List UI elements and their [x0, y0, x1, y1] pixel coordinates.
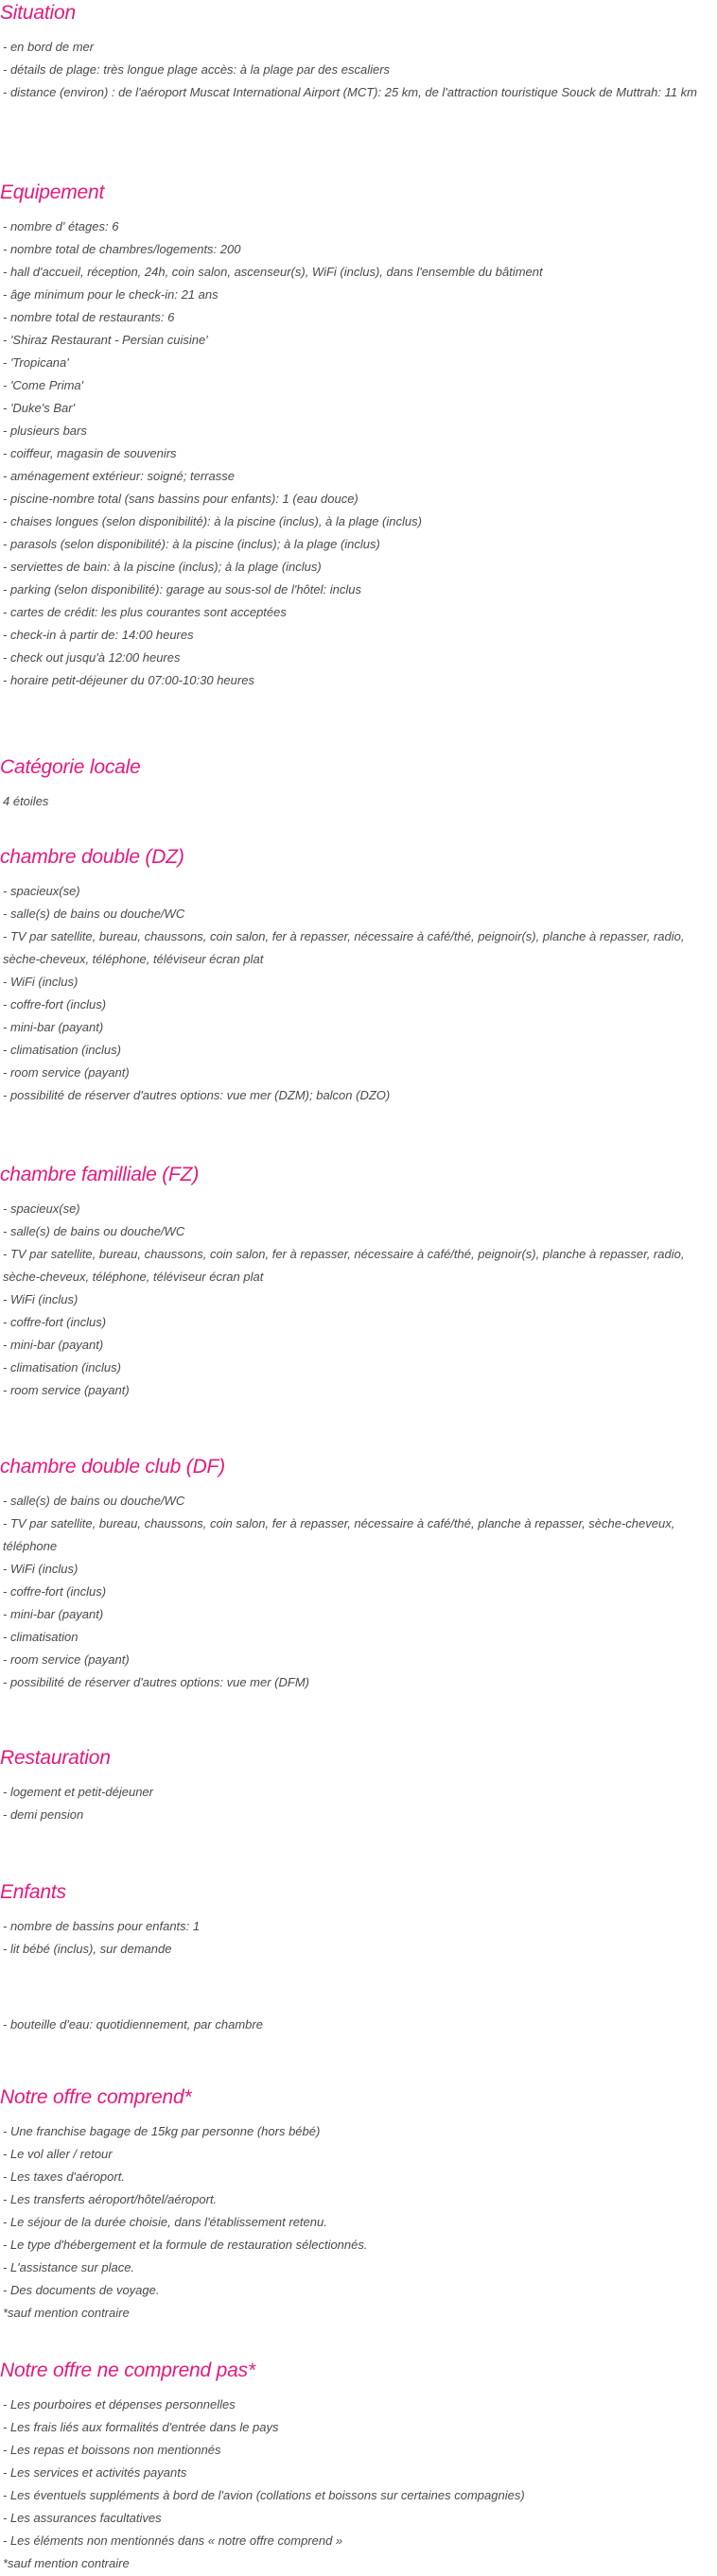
section-title: Notre offre comprend* — [0, 2086, 192, 2108]
list-item: - room service (payant) — [3, 1065, 130, 1080]
list-item: - parasols (selon disponibilité): à la piscine (inclus); à la plage (inclus) — [3, 537, 380, 551]
list-item: 4 étoiles — [3, 794, 49, 808]
list-item: - TV par satellite, bureau, chaussons, coin salon, fer à repasser, nécessaire à café/thé, peignoir(s), planche à repasser, radio, sèche-cheveux, téléphone, téléviseur écran plat — [3, 929, 685, 966]
list-item: - WiFi (inclus) — [3, 1292, 79, 1306]
offre-ne-comprend-section — [0, 2358, 717, 2575]
list-item: - check-in à partir de: 14:00 heures — [3, 628, 194, 642]
offre-ne-comprend-list — [0, 2394, 717, 2575]
list-item: - logement et petit-déjeuner — [3, 1785, 153, 1799]
list-item: - WiFi (inclus) — [3, 975, 79, 989]
list-item: - parking (selon disponibilité): garage au sous-sol de l'hôtel: inclus — [3, 582, 361, 596]
list-item: - Les éléments non mentionnés dans « notre offre comprend » — [3, 2533, 343, 2548]
list-item: - salle(s) de bains ou douche/WC — [3, 907, 185, 921]
list-item: - TV par satellite, bureau, chaussons, coin salon, fer à repasser, nécessaire à café/thé, planche à repasser, sèche-cheveux, téléphone — [3, 1516, 675, 1553]
section-title: Equipement — [0, 182, 105, 203]
section-title: chambre double (DZ) — [0, 846, 184, 868]
footnote: *sauf mention contraire — [3, 2556, 130, 2570]
list-item: - aménagement extérieur: soigné; terrasse — [3, 469, 235, 483]
list-item: - coffre-fort (inclus) — [3, 1584, 107, 1599]
section-title: Restauration — [0, 1747, 111, 1769]
list-item: - nombre d' étages: 6 — [3, 219, 119, 233]
list-item: - coffre-fort (inclus) — [3, 1315, 107, 1329]
enfants-list — [0, 1915, 717, 1961]
list-item: - climatisation (inclus) — [3, 1360, 121, 1374]
list-item: - plusieurs bars — [3, 424, 87, 438]
list-item: - nombre total de restaurants: 6 — [3, 310, 175, 324]
list-item: - spacieux(se) — [3, 884, 80, 898]
list-item: - coiffeur, magasin de souvenirs — [3, 446, 177, 460]
list-item: - Les pourboires et dépenses personnelles — [3, 2397, 236, 2412]
categorie-section — [0, 754, 717, 813]
list-item: - Le type d'hébergement et la formule de restauration sélectionnés. — [3, 2238, 368, 2252]
chambre-df-list — [0, 1490, 717, 1694]
list-item: - L'assistance sur place. — [3, 2260, 135, 2274]
list-item: - mini-bar (payant) — [3, 1020, 104, 1034]
chambre-dz-section — [0, 844, 717, 1107]
list-item: - hall d'accueil, réception, 24h, coin salon, ascenseur(s), WiFi (inclus), dans l'ensemble du bâtiment — [3, 265, 543, 279]
list-item: - serviettes de bain: à la piscine (inclus); à la plage (inclus) — [3, 560, 322, 574]
list-item: - 'Tropicana' — [3, 355, 69, 370]
section-title: Situation — [0, 2, 76, 24]
chambre-fz-list — [0, 1198, 717, 1402]
list-item: - spacieux(se) — [3, 1202, 80, 1216]
list-item: - room service (payant) — [3, 1383, 130, 1397]
list-item: - 'Come Prima' — [3, 378, 84, 392]
list-item: - coffre-fort (inclus) — [3, 997, 107, 1011]
chambre-fz-section — [0, 1162, 717, 1402]
list-item: - Les éventuels suppléments à bord de l'avion (collations et boissons sur certaines compagnies) — [3, 2488, 525, 2502]
section-title: Enfants — [0, 1881, 66, 1903]
equipement-section — [0, 180, 717, 692]
categorie-list — [0, 790, 717, 813]
list-item: - salle(s) de bains ou douche/WC — [3, 1494, 185, 1508]
list-item: - Le vol aller / retour — [3, 2147, 113, 2161]
list-item: - piscine-nombre total (sans bassins pour enfants): 1 (eau douce) — [3, 492, 358, 506]
list-item: - demi pension — [3, 1807, 84, 1822]
restauration-list — [0, 1781, 717, 1826]
list-item: - bouteille d'eau: quotidiennement, par chambre — [3, 2017, 263, 2031]
list-item: - Une franchise bagage de 15kg par personne (hors bébé) — [3, 2124, 321, 2138]
list-item: - en bord de mer — [3, 40, 95, 54]
section-title: Notre offre ne comprend pas* — [0, 2360, 255, 2381]
list-item: - distance (environ) : de l'aéroport Muscat International Airport (MCT): 25 km, de l'attraction touristique Souck de Muttrah: 11 km — [3, 85, 697, 99]
chambre-dz-list — [0, 880, 717, 1107]
enfants-section — [0, 1879, 717, 1961]
situation-list — [0, 36, 717, 104]
extra-list — [0, 2014, 717, 2036]
list-item: - nombre de bassins pour enfants: 1 — [3, 1919, 201, 1933]
list-item: - 'Shiraz Restaurant - Persian cuisine' — [3, 333, 208, 347]
situation-section — [0, 0, 717, 104]
list-item: - mini-bar (payant) — [3, 1338, 104, 1352]
list-item: - chaises longues (selon disponibilité): à la piscine (inclus), à la plage (inclus) — [3, 514, 422, 528]
section-title: chambre double club (DF) — [0, 1456, 225, 1478]
list-item: - Les taxes d'aéroport. — [3, 2170, 125, 2184]
list-item: - Les services et activités payants — [3, 2465, 187, 2480]
list-item: - possibilité de réserver d'autres options: vue mer (DZM); balcon (DZO) — [3, 1088, 391, 1102]
list-item: - nombre total de chambres/logements: 200 — [3, 242, 241, 256]
restauration-section — [0, 1745, 717, 1826]
section-title: Catégorie locale — [0, 756, 141, 778]
offre-comprend-list — [0, 2120, 717, 2325]
list-item: - Les assurances facultatives — [3, 2511, 162, 2525]
section-title: chambre familliale (FZ) — [0, 1164, 200, 1185]
equipement-list — [0, 216, 717, 692]
list-item: - TV par satellite, bureau, chaussons, coin salon, fer à repasser, nécessaire à café/thé, peignoir(s), planche à repasser, radio, sèche-cheveux, téléphone, téléviseur écran plat — [3, 1247, 685, 1284]
list-item: - Les transferts aéroport/hôtel/aéroport. — [3, 2192, 218, 2206]
list-item: - lit bébé (inclus), sur demande — [3, 1942, 172, 1956]
offre-comprend-section — [0, 2084, 717, 2325]
list-item: - 'Duke's Bar' — [3, 401, 76, 415]
list-item: - détails de plage: très longue plage accès: à la plage par des escaliers — [3, 62, 391, 77]
list-item: - mini-bar (payant) — [3, 1607, 104, 1621]
list-item: - climatisation (inclus) — [3, 1043, 121, 1057]
list-item: - possibilité de réserver d'autres options: vue mer (DFM) — [3, 1675, 309, 1689]
list-item: - Des documents de voyage. — [3, 2283, 160, 2297]
extra-section — [0, 2004, 717, 2036]
list-item: - room service (payant) — [3, 1652, 130, 1667]
chambre-df-section — [0, 1454, 717, 1694]
list-item: - Le séjour de la durée choisie, dans l'établissement retenu. — [3, 2215, 327, 2229]
list-item: - climatisation — [3, 1630, 79, 1644]
list-item: - âge minimum pour le check-in: 21 ans — [3, 287, 219, 302]
list-item: - Les repas et boissons non mentionnés — [3, 2443, 221, 2457]
footnote: *sauf mention contraire — [3, 2306, 130, 2320]
list-item: - cartes de crédit: les plus courantes sont acceptées — [3, 605, 287, 619]
list-item: - check out jusqu'à 12:00 heures — [3, 650, 181, 665]
list-item: - salle(s) de bains ou douche/WC — [3, 1224, 185, 1238]
list-item: - horaire petit-déjeuner du 07:00-10:30 heures — [3, 673, 254, 687]
list-item: - WiFi (inclus) — [3, 1562, 79, 1576]
list-item: - Les frais liés aux formalités d'entrée dans le pays — [3, 2420, 279, 2434]
